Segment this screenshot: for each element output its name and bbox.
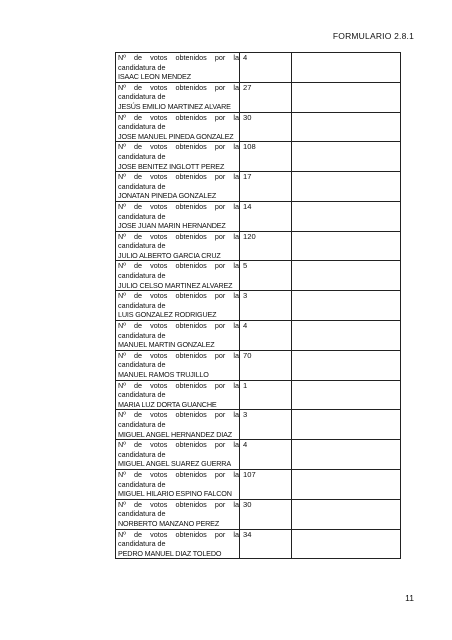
table-row [116,440,401,470]
vote-count-cell [240,201,292,231]
vote-count: 5 [243,261,248,271]
vote-count-cell [240,231,292,261]
blank-cell [292,53,401,83]
blank-cell [292,440,401,470]
vote-count: 14 [243,201,252,211]
row-label-line1: Nº de votos obtenidos por la [118,410,239,420]
table-row [116,112,401,142]
vote-count-cell [240,469,292,499]
table-row [116,291,401,321]
candidate-name: JOSE BENITEZ INGLOTT PEREZ [118,161,225,171]
row-label-line2: candidatura de [118,539,166,549]
blank-cell [292,291,401,321]
candidate-name: MANUEL RAMOS TRUJILLO [118,370,209,379]
table-row [116,82,401,112]
candidate-name: JULIO ALBERTO GARCIA CRUZ [118,250,221,260]
candidate-name: JOSE JUAN MARIN HERNANDEZ [118,221,226,231]
table-row [116,142,401,172]
page-number: 11 [405,593,414,603]
row-label-line1: Nº de votos obtenidos por la [118,380,239,390]
candidate-name: LUIS GONZALEZ RODRIGUEZ [118,310,217,320]
table-row [116,172,401,202]
candidate-name: MIGUEL ANGEL SUAREZ GUERRA [118,459,231,469]
row-label-line1: Nº de votos obtenidos por la [118,440,239,450]
vote-count-cell [240,82,292,112]
blank-cell [292,499,401,529]
row-label-line1: Nº de votos obtenidos por la [118,82,239,92]
row-label-line1: Nº de votos obtenidos por la [118,499,239,509]
row-label-line1: Nº de votos obtenidos por la [118,469,239,479]
candidate-name: JESÚS EMILIO MARTINEZ ALVARE [118,101,231,111]
row-label-line2: candidatura de [118,211,166,221]
vote-count-cell [240,529,292,559]
vote-count: 3 [243,410,248,420]
blank-cell [292,142,401,172]
table-row [116,350,401,380]
candidate-name: MARIA LUZ DORTA GUANCHE [118,399,217,409]
row-label-line2: candidatura de [118,241,166,251]
vote-count: 4 [243,321,248,331]
table-row [116,380,401,410]
vote-count-cell [240,350,292,380]
form-id-header: FORMULARIO 2.8.1 [332,31,414,41]
vote-count-cell [240,261,292,291]
blank-cell [292,321,401,351]
row-label-line2: candidatura de [118,181,166,191]
table-row [116,469,401,499]
row-label-line1: Nº de votos obtenidos por la [118,142,239,152]
table-row [116,261,401,291]
row-label-line2: candidatura de [118,122,166,132]
row-label-line2: candidatura de [118,390,166,400]
vote-count: 3 [243,291,248,301]
vote-count-cell [240,142,292,172]
row-label-cell [116,529,240,559]
row-label-line1: Nº de votos obtenidos por la [118,291,239,301]
vote-count-cell [240,112,292,142]
vote-count: 70 [243,350,252,360]
row-label-cell [116,112,240,142]
candidate-name: MIGUEL HILARIO ESPINO FALCON [118,489,232,499]
votes-table [115,52,401,559]
vote-count: 30 [243,112,252,122]
vote-count: 4 [243,53,248,62]
blank-cell [292,529,401,559]
vote-count-cell [240,410,292,440]
row-label-line2: candidatura de [118,271,166,281]
blank-cell [292,350,401,380]
vote-count: 107 [243,469,256,479]
table-row [116,231,401,261]
row-label-cell [116,142,240,172]
blank-cell [292,201,401,231]
row-label-line2: candidatura de [118,509,166,519]
candidate-name: PEDRO MANUEL DIAZ TOLEDO [118,548,222,558]
blank-cell [292,380,401,410]
row-label-cell [116,350,240,380]
table-row [116,321,401,351]
table-row [116,201,401,231]
blank-cell [292,261,401,291]
row-label-cell [116,53,240,83]
table-row [116,53,401,83]
votes-table-body [116,53,401,559]
vote-count-cell [240,291,292,321]
row-label-cell [116,291,240,321]
row-label-cell [116,380,240,410]
vote-count: 120 [243,231,256,241]
vote-count: 17 [243,172,252,182]
vote-count-cell [240,172,292,202]
row-label-cell [116,321,240,351]
vote-count-cell [240,380,292,410]
table-row [116,410,401,440]
row-label-line2: candidatura de [118,360,166,370]
blank-cell [292,469,401,499]
vote-count: 34 [243,529,252,539]
row-label-line1: Nº de votos obtenidos por la [118,529,239,539]
row-label-cell [116,469,240,499]
blank-cell [292,172,401,202]
row-label-line1: Nº de votos obtenidos por la [118,53,239,62]
row-label-line1: Nº de votos obtenidos por la [118,112,239,122]
vote-count-cell [240,53,292,83]
table-row [116,529,401,559]
row-label-line2: candidatura de [118,92,166,102]
row-label-line2: candidatura de [118,419,166,429]
row-label-line2: candidatura de [118,479,166,489]
vote-count: 108 [243,142,256,152]
row-label-line2: candidatura de [118,62,166,72]
vote-count-cell [240,499,292,529]
blank-cell [292,410,401,440]
row-label-line1: Nº de votos obtenidos por la [118,261,239,271]
vote-count: 27 [243,82,252,92]
vote-count-cell [240,440,292,470]
row-label-cell [116,172,240,202]
row-label-line2: candidatura de [118,151,166,161]
blank-cell [292,82,401,112]
row-label-line1: Nº de votos obtenidos por la [118,350,239,360]
row-label-cell [116,82,240,112]
row-label-cell [116,499,240,529]
blank-cell [292,112,401,142]
row-label-cell [116,261,240,291]
row-label-cell [116,231,240,261]
row-label-line2: candidatura de [118,449,166,459]
row-label-cell [116,201,240,231]
row-label-line1: Nº de votos obtenidos por la [118,231,239,241]
candidate-name: MIGUEL ANGEL HERNANDEZ DIAZ [118,429,233,439]
row-label-line2: candidatura de [118,300,166,310]
row-label-cell [116,410,240,440]
candidate-name: JOSE MANUEL PINEDA GONZALEZ [118,131,234,141]
table-row [116,499,401,529]
vote-count: 4 [243,440,248,450]
candidate-name: JULIO CELSO MARTINEZ ALVAREZ [118,280,233,290]
vote-count: 1 [243,380,248,390]
blank-cell [292,231,401,261]
row-label-line1: Nº de votos obtenidos por la [118,321,239,331]
row-label-line2: candidatura de [118,330,166,340]
vote-count-cell [240,321,292,351]
vote-count: 30 [243,499,252,509]
row-label-cell [116,440,240,470]
candidate-name: MANUEL MARTIN GONZALEZ [118,340,215,350]
candidate-name: NORBERTO MANZANO PEREZ [118,518,220,528]
row-label-line1: Nº de votos obtenidos por la [118,172,239,182]
candidate-name: JONATAN PINEDA GONZALEZ [118,191,217,201]
row-label-line1: Nº de votos obtenidos por la [118,201,239,211]
candidate-name: ISAAC LEON MENDEZ [118,72,191,82]
